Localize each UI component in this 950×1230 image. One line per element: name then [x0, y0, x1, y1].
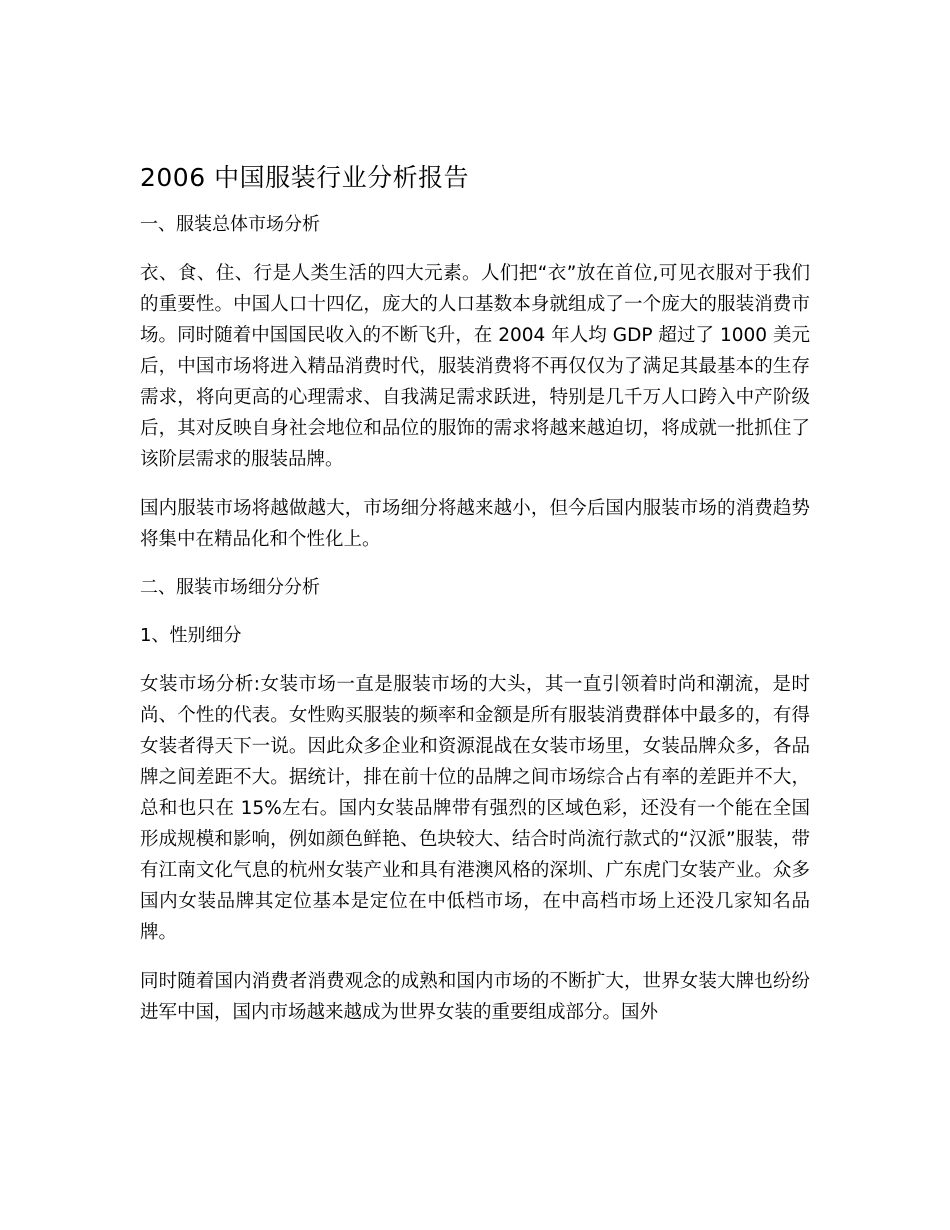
paragraph-womenswear-analysis: 女装市场分析:女装市场一直是服装市场的大头，其一直引领着时尚和潮流，是时尚、个性的代表。女性购买服装的频率和金额是所有服装消费群体中最多的，有得女装者得天下一说。因此众多企业和资源混战在女装市场里，女装品牌众多，各品牌之间差距不大。据统计，排在前十位的品牌之间市场综合占有率的差距并不大，总和也只在 15%左右。国内女装品牌带有强烈的区域色彩，还没有一个能在全国形成规模和影响，例如颜色鲜艳、色块较大、结合时尚流行款式的“汉派”服装，带有江南文化气息的杭州女装产业和具有港澳风格的深圳、广东虎门女装产业。众多国内女装品牌其定位基本是定位在中低档市场，在中高档市场上还没几家知名品牌。	[140, 674, 810, 943]
section-heading-overall-market: 一、服装总体市场分析	[140, 214, 320, 235]
section-heading-market-segmentation: 二、服装市场细分分析	[140, 577, 320, 598]
paragraph-market-trend: 国内服装市场将越做越大，市场细分将越来越小，但今后国内服装市场的消费趋势将集中在精品化和个性化上。	[140, 498, 810, 550]
document-title: 2006 中国服装行业分析报告	[140, 163, 470, 192]
subsection-heading-gender: 1、性别细分	[140, 625, 242, 646]
paragraph-clothing-importance: 衣、食、住、行是人类生活的四大元素。人们把“衣”放在首位,可见衣服对于我们的重要性。中国人口十四亿，庞大的人口基数本身就组成了一个庞大的服装消费市场。同时随着中国国民收入的不断飞升，在 2004 年人均 GDP 超过了 1000 美元后，中国市场将进入精品消费时代，服装消费将不再仅仅为了满足其最基本的生存需求，将向更高的心理需求、自我满足需求跃进，特别是几千万人口跨入中产阶级后，其对反映自身社会地位和品位的服饰的需求将越来越迫切，将成就一批抓住了该阶层需求的服装品牌。	[140, 263, 810, 470]
paragraph-international-brands: 同时随着国内消费者消费观念的成熟和国内市场的不断扩大，世界女装大牌也纷纷进军中国，国内市场越来越成为世界女装的重要组成部分。国外	[140, 971, 810, 1023]
